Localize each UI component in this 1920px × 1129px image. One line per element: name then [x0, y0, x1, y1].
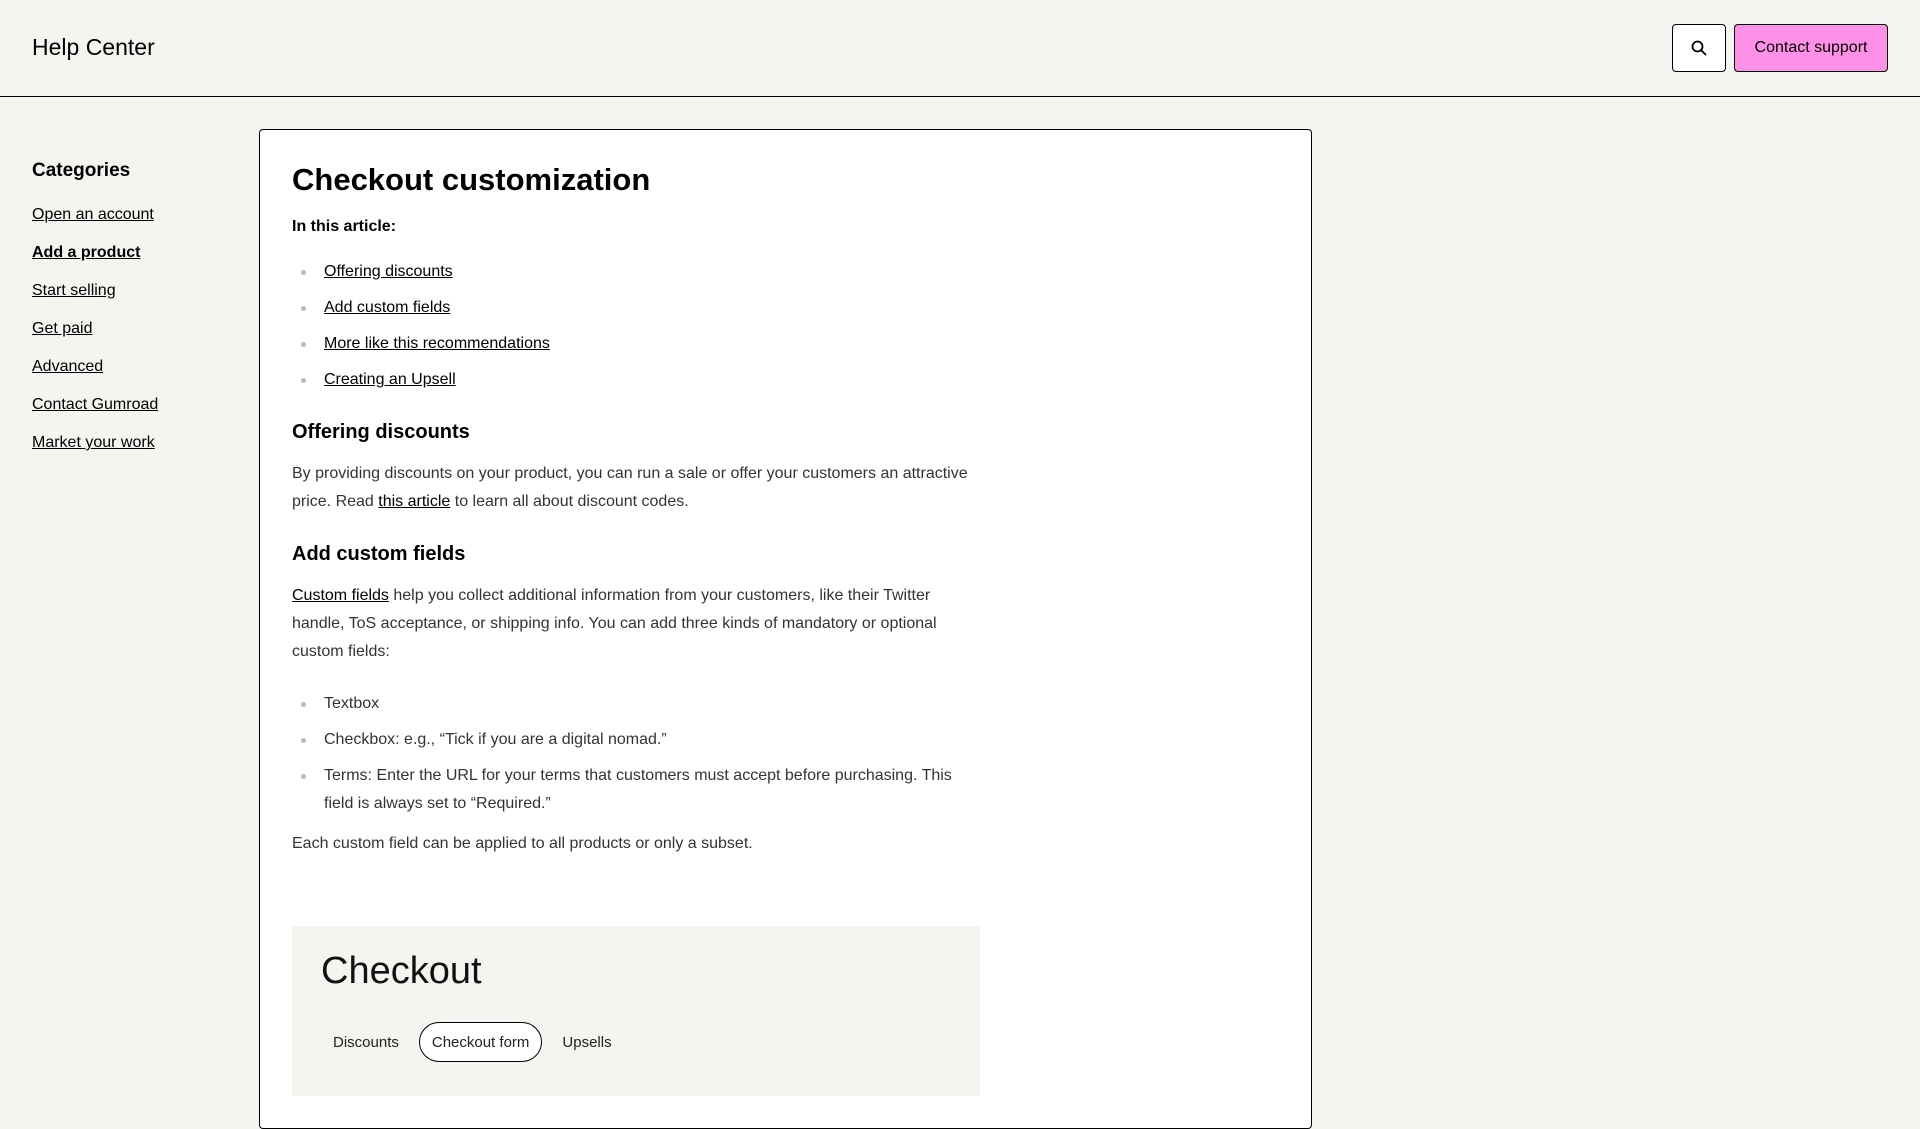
search-button[interactable] — [1672, 24, 1726, 72]
list-item: Textbox — [292, 690, 982, 718]
article-title: Checkout customization — [292, 162, 651, 197]
toc-item — [292, 258, 982, 286]
discounts-paragraph — [292, 460, 982, 516]
screenshot-checkout-title: Checkout — [321, 950, 482, 992]
custom-fields-text: help you collect additional information from your customers, like their Twitter handle, ToS acceptance, or shipping info. You can add three kinds of mandatory or optional custom fields: — [292, 587, 937, 660]
custom-field-types-list — [292, 690, 982, 818]
sidebar-item-advanced[interactable]: Advanced — [32, 358, 104, 375]
toc-link-creating-upsell[interactable]: Creating an Upsell — [324, 371, 456, 388]
sidebar-item-contact-gumroad[interactable]: Contact Gumroad — [32, 396, 159, 413]
toc-link-add-custom-fields[interactable]: Add custom fields — [324, 299, 451, 316]
search-icon — [1691, 40, 1707, 56]
screenshot-tabs — [321, 1022, 624, 1062]
toc-label: In this article: — [292, 218, 397, 235]
custom-fields-link[interactable]: Custom fields — [292, 587, 389, 604]
custom-fields-paragraph — [292, 582, 982, 666]
top-header — [0, 0, 1920, 97]
list-item: Terms: Enter the URL for your terms that customers must accept before purchasing. This field is always set to “Required.” — [292, 762, 982, 818]
custom-fields-heading: Add custom fields — [292, 543, 466, 565]
screenshot-tab-checkout-form: Checkout form — [419, 1022, 543, 1062]
sidebar-item-open-account[interactable]: Open an account — [32, 206, 154, 223]
sidebar-item-add-product[interactable]: Add a product — [32, 244, 141, 261]
discounts-text-end: to learn all about discount codes. — [450, 493, 689, 510]
toc-item — [292, 366, 982, 394]
discounts-text-start: By providing discounts on your product, you can run a sale or offer your customers an attractive price. Read — [292, 465, 968, 510]
categories-heading: Categories — [32, 160, 131, 181]
help-center-brand[interactable]: Help Center — [32, 34, 155, 60]
this-article-link[interactable]: this article — [378, 493, 451, 510]
list-item: Checkbox: e.g., “Tick if you are a digital nomad.” — [292, 726, 982, 754]
article-card — [259, 129, 1312, 1129]
contact-support-button[interactable]: Contact support — [1734, 24, 1888, 72]
sidebar-item-start-selling[interactable]: Start selling — [32, 282, 116, 299]
table-of-contents — [292, 258, 982, 394]
custom-fields-footer: Each custom field can be applied to all products or only a subset. — [292, 835, 753, 852]
screenshot-tab-discounts: Discounts — [333, 1033, 399, 1051]
toc-item — [292, 330, 982, 358]
checkout-screenshot-image — [292, 926, 980, 1096]
article-body — [292, 160, 982, 882]
discounts-heading: Offering discounts — [292, 421, 470, 443]
sidebar-item-get-paid[interactable]: Get paid — [32, 320, 93, 337]
categories-sidebar — [32, 160, 232, 470]
toc-link-more-like-this[interactable]: More like this recommendations — [324, 335, 550, 352]
toc-link-offering-discounts[interactable]: Offering discounts — [324, 263, 453, 280]
sidebar-item-market-your-work[interactable]: Market your work — [32, 434, 155, 451]
screenshot-tab-upsells: Upsells — [562, 1033, 612, 1051]
toc-item — [292, 294, 982, 322]
